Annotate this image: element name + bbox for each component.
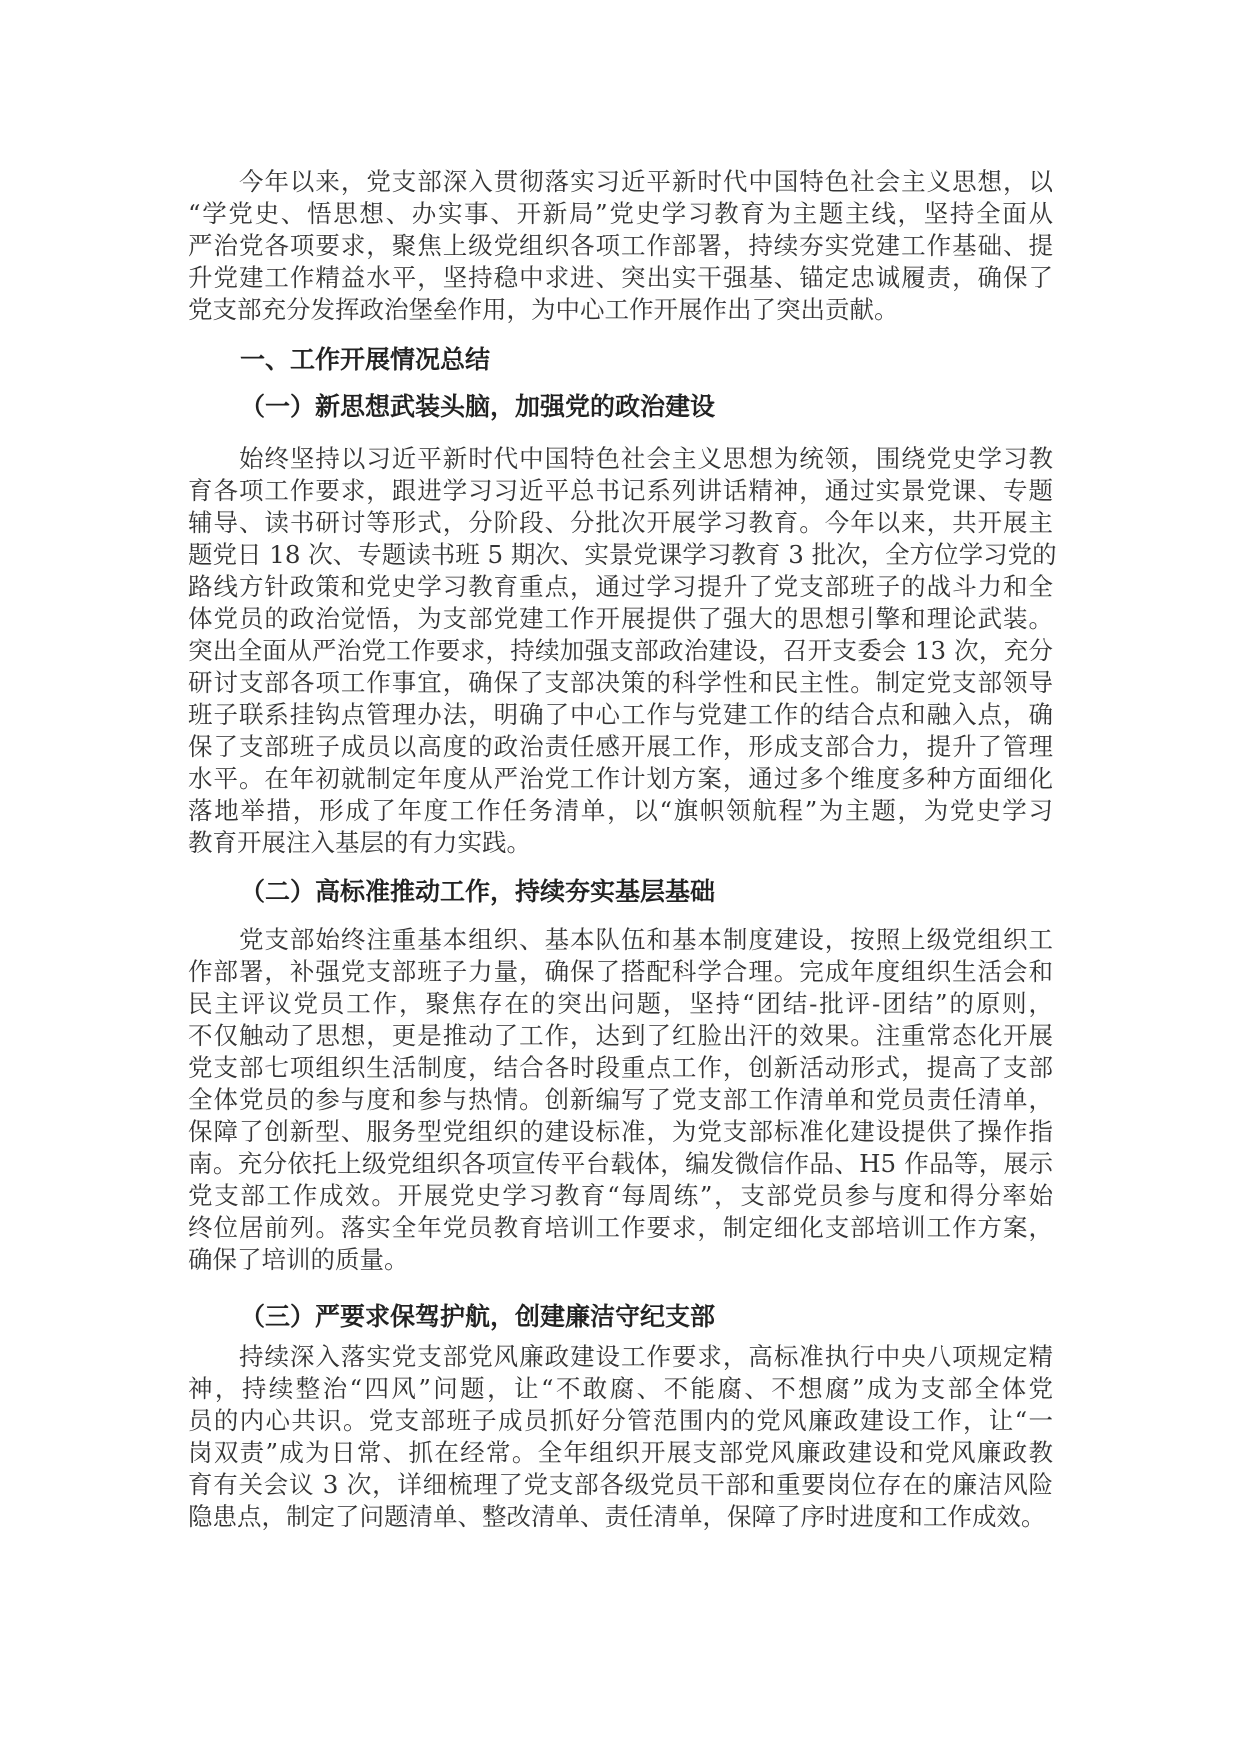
text-line: 隐患点，制定了问题清单、整改清单、责任清单，保障了序时进度和工作成效。 bbox=[188, 1502, 1046, 1531]
intro-paragraph bbox=[188, 166, 1053, 326]
text-line: 确保了培训的质量。 bbox=[188, 1245, 409, 1274]
text-line: “学党史、悟思想、办实事、开新局”党史学习教育为主题主线，坚持全面从 bbox=[188, 199, 1053, 228]
text-line: 全体党员的参与度和参与热情。创新编写了党支部工作清单和党员责任清单， bbox=[188, 1085, 1053, 1114]
text-line: 党支部充分发挥政治堡垒作用，为中心工作开展作出了突出贡献。 bbox=[188, 295, 899, 324]
text-line: 保了支部班子成员以高度的政治责任感开展工作，形成支部合力，提升了管理 bbox=[188, 732, 1053, 761]
text-line: 岗双责”成为日常、抓在经常。全年组织开展支部党风廉政建设和党风廉政教 bbox=[188, 1438, 1053, 1467]
text-line: 育各项工作要求，跟进学习习近平总书记系列讲话精神，通过实景党课、专题 bbox=[188, 476, 1053, 505]
text-line: 始终坚持以习近平新时代中国特色社会主义思想为统领，围绕党史学习教 bbox=[239, 444, 1053, 473]
text-line: 突出全面从严治党工作要求，持续加强支部政治建设，召开支委会 13 次，充分 bbox=[188, 636, 1053, 665]
text-line: 南。充分依托上级党组织各项宣传平台载体，编发微信作品、H5 作品等，展示 bbox=[188, 1149, 1053, 1178]
text-line: 严治党各项要求，聚焦上级党组织各项工作部署，持续夯实党建工作基础、提 bbox=[188, 231, 1053, 260]
subsection-1-paragraph bbox=[188, 443, 1057, 859]
text-line: 水平。在年初就制定年度从严治党工作计划方案，通过多个维度多种方面细化 bbox=[188, 764, 1053, 793]
text-line: 党支部七项组织生活制度，结合各时段重点工作，创新活动形式，提高了支部 bbox=[188, 1053, 1053, 1082]
section-heading: 一、工作开展情况总结 bbox=[240, 345, 491, 374]
text-line: 持续深入落实党支部党风廉政建设工作要求，高标准执行中央八项规定精 bbox=[239, 1342, 1053, 1371]
text-line: 神，持续整治“四风”问题，让“不敢腐、不能腐、不想腐”成为支部全体党 bbox=[188, 1374, 1053, 1403]
text-line: 今年以来，党支部深入贯彻落实习近平新时代中国特色社会主义思想，以 bbox=[239, 167, 1053, 196]
text-line: 路线方针政策和党史学习教育重点，通过学习提升了党支部班子的战斗力和全 bbox=[188, 572, 1053, 601]
text-line: 员的内心共识。党支部班子成员抓好分管范围内的党风廉政建设工作，让“一 bbox=[188, 1406, 1053, 1435]
text-line: 题党日 18 次、专题读书班 5 期次、实景党课学习教育 3 批次，全方位学习党的 bbox=[188, 540, 1057, 569]
text-line: 保障了创新型、服务型党组织的建设标准，为党支部标准化建设提供了操作指 bbox=[188, 1117, 1053, 1146]
text-line: 辅导、读书研讨等形式，分阶段、分批次开展学习教育。今年以来，共开展主 bbox=[188, 508, 1053, 537]
text-line: 班子联系挂钩点管理办法，明确了中心工作与党建工作的结合点和融入点，确 bbox=[188, 700, 1053, 729]
text-line: 落地举措，形成了年度工作任务清单，以“旗帜领航程”为主题，为党史学习 bbox=[188, 796, 1053, 825]
text-line: 民主评议党员工作，聚焦存在的突出问题，坚持“团结-批评-团结”的原则， bbox=[188, 989, 1053, 1018]
text-line: 不仅触动了思想，更是推动了工作，达到了红脸出汗的效果。注重常态化开展 bbox=[188, 1021, 1053, 1050]
text-line: 党支部始终注重基本组织、基本队伍和基本制度建设，按照上级党组织工 bbox=[239, 925, 1053, 954]
text-line: 党支部工作成效。开展党史学习教育“每周练”，支部党员参与度和得分率始 bbox=[188, 1181, 1053, 1210]
text-line: 作部署，补强党支部班子力量，确保了搭配科学合理。完成年度组织生活会和 bbox=[188, 957, 1053, 986]
subsection-heading-2: （二）高标准推动工作，持续夯实基层基础 bbox=[240, 877, 716, 906]
text-line: 体党员的政治觉悟，为支部党建工作开展提供了强大的思想引擎和理论武装。 bbox=[188, 604, 1053, 633]
text-line: 教育开展注入基层的有力实践。 bbox=[188, 828, 531, 857]
text-line: 终位居前列。落实全年党员教育培训工作要求，制定细化支部培训工作方案， bbox=[188, 1213, 1053, 1242]
text-line: 育有关会议 3 次，详细梳理了党支部各级党员干部和重要岗位存在的廉洁风险 bbox=[188, 1470, 1053, 1499]
subsection-3-paragraph bbox=[188, 1341, 1053, 1533]
subsection-2-paragraph bbox=[188, 924, 1053, 1276]
text-line: 研讨支部各项工作事宜，确保了支部决策的科学性和民主性。制定党支部领导 bbox=[188, 668, 1053, 697]
subsection-heading-3: （三）严要求保驾护航，创建廉洁守纪支部 bbox=[240, 1302, 716, 1331]
text-line: 升党建工作精益水平，坚持稳中求进、突出实干强基、锚定忠诚履责，确保了 bbox=[188, 263, 1053, 292]
subsection-heading-1: （一）新思想武装头脑，加强党的政治建设 bbox=[240, 392, 716, 421]
